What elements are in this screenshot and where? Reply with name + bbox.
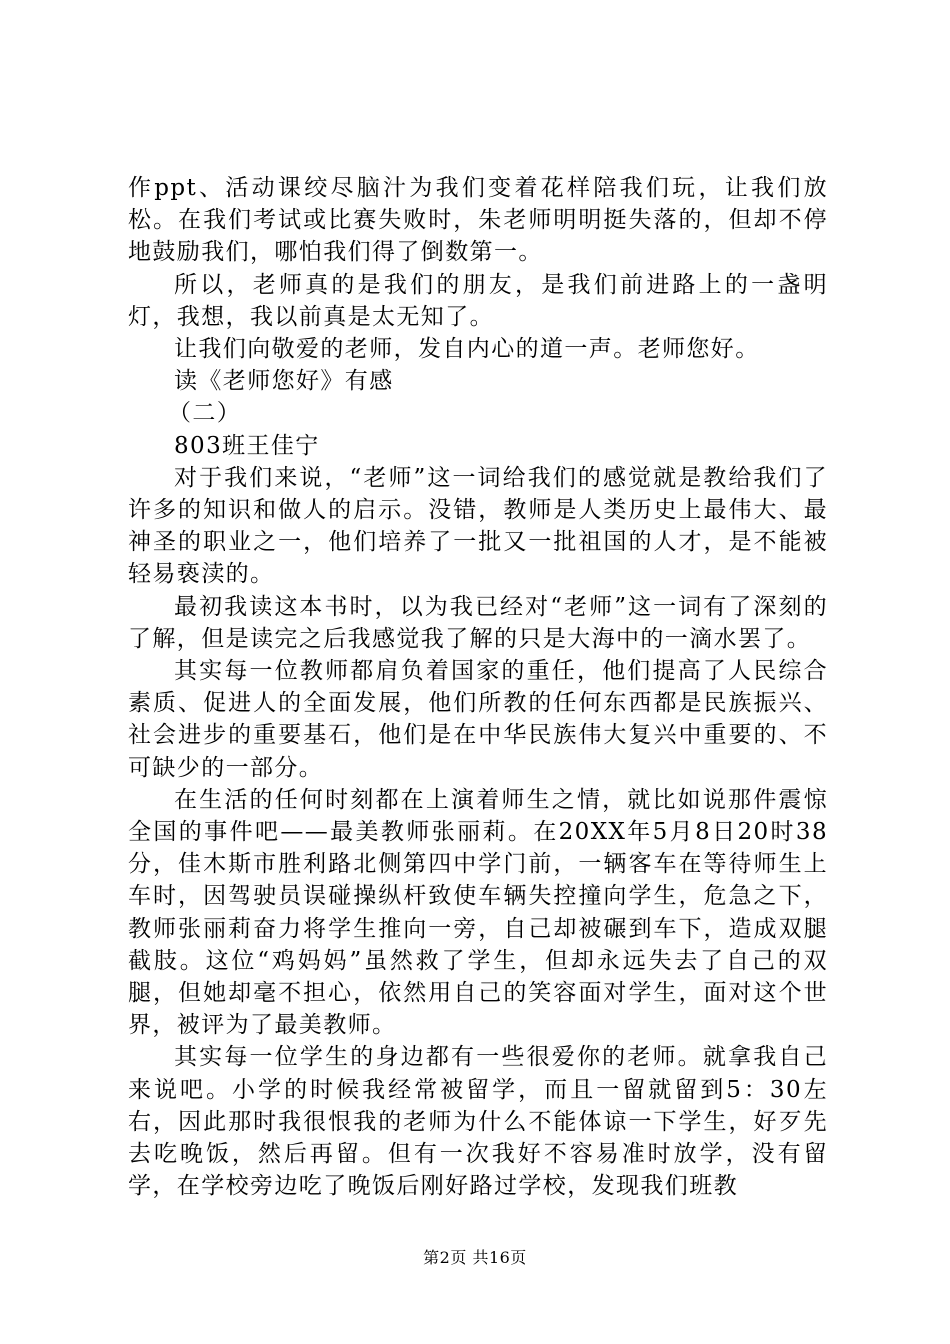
paragraph-first-reading: 最初我读这本书时，以为我已经对“老师”这一词有了深刻的了解，但是读完之后我感觉我了解的只是大海中的一滴水罢了。	[128, 593, 828, 652]
paragraph-greeting: 让我们向敬爱的老师，发自内心的道一声。老师您好。	[174, 336, 760, 363]
paragraph-continuation: 作ppt、活动课绞尽脑汁为我们变着花样陪我们玩，让我们放松。在我们考试或比赛失败时，朱老师明明挺失落的，但却不停地鼓励我们，哪怕我们得了倒数第一。	[128, 175, 828, 266]
paragraph-teacher-duty: 其实每一位教师都肩负着国家的重任，他们提高了人民综合素质、促进人的全面发展，他们所教的任何东西都是民族振兴、社会进步的重要基石，他们是在中华民族伟大复兴中重要的、不可缺少的一部分。	[128, 658, 828, 781]
essay-title: 读《老师您好》有感	[174, 368, 394, 395]
paragraph-zhang-lili: 在生活的任何时刻都在上演着师生之情，就比如说那件震惊全国的事件吧——最美教师张丽莉。在20XX年5月8日20时38分，佳木斯市胜利路北侧第四中学门前，一辆客车在等待师生上车时，因驾驶员误碰操纵杆致使车辆失控撞向学生，危急之下，教师张丽莉奋力将学生推向一旁，自己却被碾到车下，造成双腿截肢。这位“鸡妈妈”虽然救了学生，但却永远失去了自己的双腿，但她却毫不担心，依然用自己的笑容面对学生，面对这个世界，被评为了最美教师。	[128, 786, 828, 1039]
paragraph-meaning-of-teacher: 对于我们来说，“老师”这一词给我们的感觉就是教给我们了许多的知识和做人的启示。没错，教师是人类历史上最伟大、最神圣的职业之一，他们培养了一批又一批祖国的人才，是不能被轻易亵渎的。	[128, 464, 828, 588]
paragraph-personal-story: 其实每一位学生的身边都有一些很爱你的老师。就拿我自己来说吧。小学的时候我经常被留学，而且一留就留到5：30左右，因此那时我很恨我的老师为什么不能体谅一下学生，好歹先去吃晚饭，然后再留。但有一次我好不容易准时放学，没有留学，在学校旁边吃了晚饭后刚好路过学校，发现我们班教	[128, 1044, 828, 1200]
document-body	[128, 172, 828, 1203]
paragraph-teacher-friend: 所以，老师真的是我们的朋友，是我们前进路上的一盏明灯，我想，我以前真是太无知了。	[128, 271, 828, 330]
essay-part-number: （二）	[168, 400, 242, 427]
page-number-footer: 第2页 共16页	[423, 1248, 527, 1267]
essay-author: 803班王佳宁	[174, 432, 320, 459]
